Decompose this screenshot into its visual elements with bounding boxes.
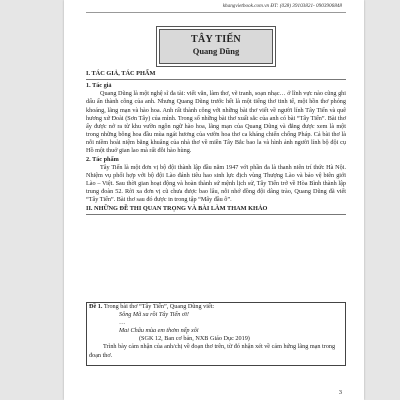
section-heading-2: II. NHỮNG ĐỀ THI QUAN TRỌNG VÀ BÀI LÀM THAM KHẢO [86, 204, 268, 212]
book-page [64, 0, 364, 400]
subsection-author-label: 1. Tác giả [86, 82, 112, 90]
poem-ellipsis: … [119, 319, 126, 327]
page-header: khangvietbook.com.vn ĐT: (028) 39103821- 0903906848 [222, 3, 342, 9]
section-underline [86, 214, 346, 215]
author-paragraph: Quang Dũng là một nghệ sĩ đa tài: viết văn, làm thơ, vẽ tranh, soạn nhạc… ở lĩnh vực nào cũng ghi dấu ấn thành công của anh. Nhưng Quang Dũng trước hết là một tiếng thơ tinh tế, một hồn thơ phóng khoáng, lãng mạn và hào hoa. Anh rất thành công với những bài thơ viết về người lính Tây Tiến và quê hương xứ Đoài (Sơn Tây) của mình. Trong số những bài thơ xuất sắc của anh có bài “Tây Tiến”. Bài thơ ấy được nở ra từ khu vườn ngôn ngữ hào hoa, lãng mạn của Quang Dũng và đẳng được xem là một trong những bông hoa đầu mùa ngát hương của vườn hoa thơ ca kháng chiến chống Pháp. Cả bài thơ là nỗi niềm hoài niệm bằng khuâng của nhà thơ về miền Tây Bắc bao la và hình ảnh người lính bộ đội cụ Hồ một thuở gian lao mà rất đỗi hào hùng. [86, 90, 346, 155]
poem-source: (SGK 12, Ban cơ bản, NXB Giáo Dục 2019) [139, 335, 250, 343]
header-divider [86, 12, 346, 13]
title-box [159, 29, 273, 64]
subsection-work-label: 2. Tác phẩm [86, 155, 119, 163]
main-content [86, 70, 346, 217]
work-paragraph: Tây Tiến là một đơn vị bộ đội thành lập đầu năm 1947 với phần đa là thanh niên trí thức Hà Nội. Nhiệm vụ phối hợp với bộ đội Lào đánh tiêu hao sinh lực địch vùng Thượng Lào và bảo vệ biên giới Lào – Việt. Sau thời gian hoạt động và hoàn thành sứ mệnh lịch sử, Tây Tiến trở về Hòa Bình thành lập trung đoàn 52. Rời xa đơn vị cũ chưa được bao lâu, nỗi nhớ đồng đội dâng trào, Quang Dũng đã viết “Tây Tiến”. Bài thơ sau đó được in trong tập “Mây đầu ô”. [86, 163, 346, 204]
poem-author: Quang Dũng [192, 46, 240, 56]
poem-title: TÂY TIẾN [191, 34, 241, 45]
poem-line-2: Mai Châu mùa em thơm nếp xôi [119, 327, 199, 335]
exercise-task: Trình bày cảm nhận của anh/chị về đoạn thơ trên, từ đó nhận xét về cảm hứng lãng mạn trong đoạn thơ. [89, 343, 336, 359]
exercise-intro: Trong bài thơ “Tây Tiến”, Quang Dũng viết: [103, 303, 215, 310]
page-number: 3 [338, 389, 342, 396]
exercise-label: Đề 1. [89, 303, 103, 310]
section-underline [86, 79, 346, 80]
poem-line-1: Sông Mã xa rồi Tây Tiến ơi! [119, 311, 189, 319]
exercise-content [89, 303, 344, 360]
section-heading-1: I. TÁC GIẢ, TÁC PHẨM [86, 70, 156, 77]
